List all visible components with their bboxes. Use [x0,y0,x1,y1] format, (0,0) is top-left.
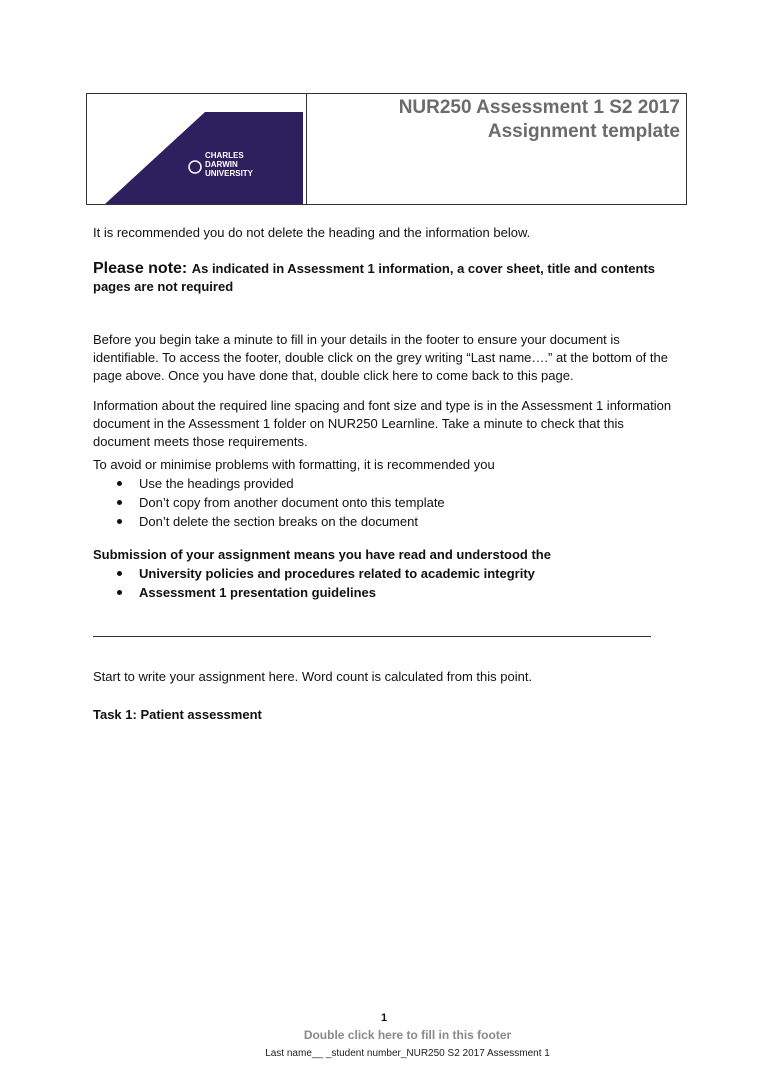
document-title [399,96,680,144]
logo-line-2: DARWIN [205,160,238,169]
divider [93,636,651,637]
please-note [93,260,693,296]
logo-cell [87,94,307,204]
submission-intro: Submission of your assignment means you have read and understood the [93,547,551,562]
list-item: Use the headings provided [93,474,683,493]
list-item: Don’t delete the section breaks on the document [93,512,683,531]
start-writing-text[interactable]: Start to write your assignment here. Word count is calculated from this point. [93,669,533,684]
title-cell [307,94,686,204]
footer-instructions: Before you begin take a minute to fill in your details in the footer to ensure your document is identifiable. To access the footer, double click on the grey writing “Last name….” at the bottom of the page above. Once you have done that, double click here to come back to this page. [93,332,668,383]
title-line-1: NUR250 Assessment 1 S2 2017 [398,97,680,118]
cdu-logo [87,94,307,204]
formatting-section [93,456,683,531]
task-heading: Task 1: Patient assessment [93,707,262,722]
intro-text: It is recommended you do not delete the heading and the information below. [93,225,531,240]
list-item: Don’t copy from another document onto this template [93,493,683,512]
formatting-list [93,474,683,531]
list-item: University policies and procedures related to academic integrity [93,564,683,583]
list-item: Assessment 1 presentation guidelines [93,583,683,602]
footer-details[interactable]: Last name__ _student number_NUR250 S2 2017 Assessment 1 [265,1048,550,1059]
note-label: Please note: [93,260,188,277]
spacing-instructions: Information about the required line spacing and font size and type is in the Assessment 1 information document in the Assessment 1 folder on NUR250 Learnline. Take a minute to check that this document meets those requirements. [93,398,672,449]
logo-line-3: UNIVERSITY [205,169,254,178]
formatting-intro: To avoid or minimise problems with formatting, it is recommended you [93,457,495,472]
submission-section [93,546,683,602]
note-text: As indicated in Assessment 1 information, a cover sheet, title and contents pages are not required [93,261,656,294]
title-line-2: Assignment template [487,121,680,142]
header-table [86,93,687,205]
logo-line-1: CHARLES [205,151,244,160]
footer-edit-link[interactable]: Double click here to fill in this footer [303,1028,512,1042]
page-number: 1 [380,1012,388,1024]
submission-list [93,564,683,602]
